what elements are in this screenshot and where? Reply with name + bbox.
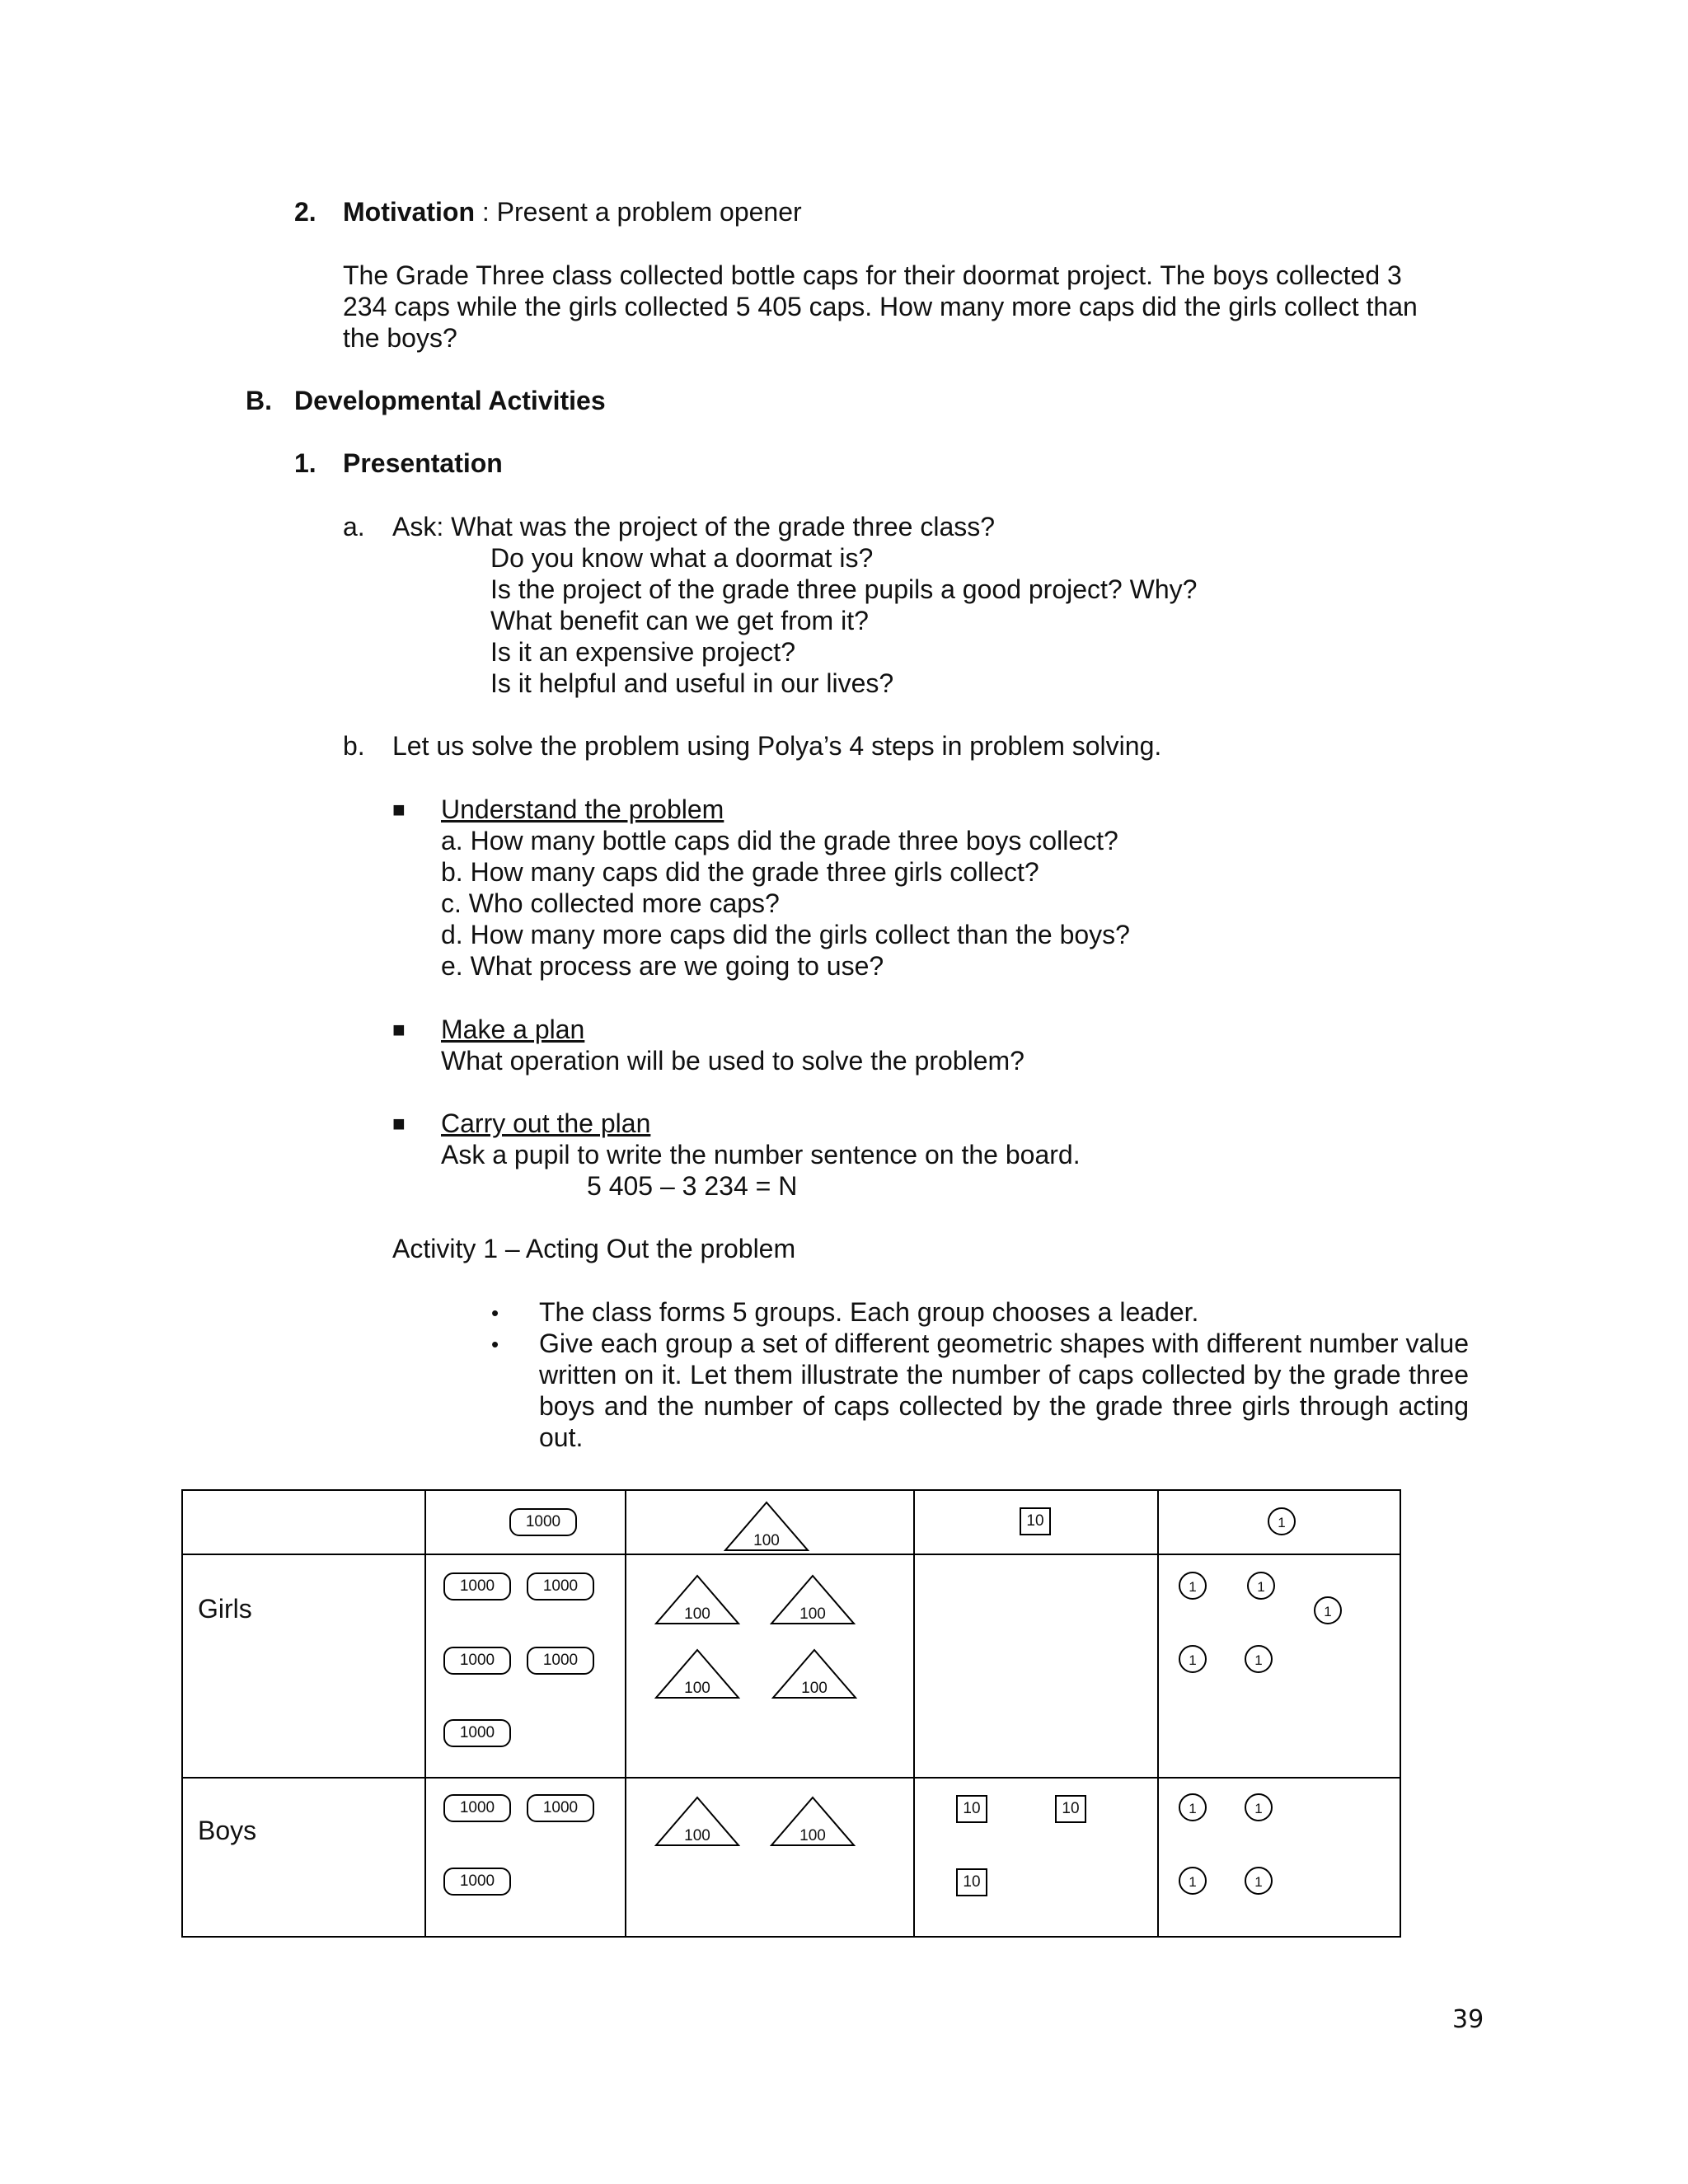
understand-item: a. How many bottle caps did the grade three boys collect?: [441, 826, 1118, 855]
section-b-letter: B.: [246, 386, 272, 415]
square-bullet: ■: [392, 1111, 406, 1136]
hundred-triangle: [771, 1648, 857, 1699]
item-b-text: Let us solve the problem using Polya’s 4 steps in problem solving.: [392, 731, 1162, 761]
one-circle-header: 1: [1268, 1507, 1296, 1535]
table-rule: [625, 1489, 626, 1938]
thousand-hexagon: 1000: [443, 1794, 511, 1822]
one-circle: 1: [1247, 1572, 1275, 1600]
hundred-label: 100: [684, 1827, 710, 1844]
understand-item: b. How many caps did the grade three girls collect?: [441, 857, 1039, 887]
hundred-triangle: [770, 1574, 856, 1625]
one-circle: 1: [1179, 1793, 1207, 1821]
carry-equation: 5 405 – 3 234 = N: [587, 1171, 798, 1201]
ten-square: 10: [1055, 1795, 1086, 1823]
problem-line: The Grade Three class collected bottle caps for their doormat project. The boys collected 3: [343, 260, 1402, 290]
item-a-first: Ask: What was the project of the grade three class?: [392, 512, 996, 541]
understand-item: c. Who collected more caps?: [441, 888, 780, 918]
motivation-subtitle: : Present a problem opener: [481, 197, 802, 227]
item-a-letter: a.: [343, 512, 365, 541]
place-value-table: [181, 1489, 1401, 1938]
hundred-triangle-header: [724, 1501, 809, 1552]
ten-square: 10: [956, 1868, 987, 1896]
thousand-hexagon: 1000: [443, 1719, 511, 1747]
thousand-hexagon: 1000: [443, 1868, 511, 1896]
understand-title: Understand the problem: [441, 794, 724, 824]
motivation-title: Motivation: [343, 197, 475, 227]
understand-item: e. What process are we going to use?: [441, 951, 884, 981]
table-rule: [1400, 1489, 1401, 1938]
hundred-label: 100: [799, 1605, 826, 1623]
presentation-title: Presentation: [343, 448, 503, 478]
ten-square-header: 10: [1020, 1507, 1051, 1535]
motivation-heading: [343, 196, 802, 227]
table-rule: [181, 1554, 1401, 1555]
table-rule: [181, 1777, 1401, 1779]
item-b-letter: b.: [343, 731, 365, 761]
table-rule: [181, 1489, 1401, 1491]
page-number: 39: [1452, 2005, 1484, 2034]
hundred-label: 100: [801, 1680, 828, 1697]
table-rule: [424, 1489, 426, 1938]
item-a-question: Is it an expensive project?: [490, 637, 795, 667]
hundred-label: 100: [684, 1605, 710, 1623]
activity-bullet: Give each group a set of different geometric shapes with different number value written on it. Let them illustrate the number of caps collected by the grade three boys and the number of caps collected by the grade three girls through acting out.: [539, 1329, 1469, 1452]
one-circle: 1: [1245, 1867, 1273, 1895]
one-circle: 1: [1179, 1867, 1207, 1895]
hundred-label: 100: [753, 1532, 780, 1549]
round-bullet: •: [491, 1332, 499, 1357]
hundred-triangle: [654, 1574, 740, 1625]
item-a-question: Is the project of the grade three pupils a good project? Why?: [490, 574, 1198, 604]
problem-line: 234 caps while the girls collected 5 405 caps. How many more caps did the girls collect than: [343, 292, 1418, 321]
problem-line: the boys?: [343, 323, 457, 353]
table-rule: [181, 1936, 1401, 1938]
one-circle: 1: [1179, 1572, 1207, 1600]
square-bullet: ■: [392, 1017, 406, 1042]
table-rule: [913, 1489, 915, 1938]
ten-square: 10: [956, 1795, 987, 1823]
round-bullet: •: [491, 1301, 499, 1325]
section-b-title: Developmental Activities: [294, 386, 606, 415]
motivation-number: 2.: [294, 197, 316, 227]
row-label-girls: Girls: [198, 1594, 252, 1624]
carry-title: Carry out the plan: [441, 1108, 651, 1138]
understand-item: d. How many more caps did the girls collect than the boys?: [441, 920, 1130, 949]
item-a-question: Is it helpful and useful in our lives?: [490, 668, 894, 698]
hundred-triangle: [770, 1796, 856, 1847]
thousand-hexagon-header: 1000: [509, 1508, 577, 1536]
plan-text: What operation will be used to solve the problem?: [441, 1046, 1025, 1076]
thousand-hexagon: 1000: [443, 1647, 511, 1675]
plan-title: Make a plan: [441, 1015, 585, 1044]
hundred-triangle: [654, 1796, 740, 1847]
row-label-boys: Boys: [198, 1816, 257, 1845]
one-circle: 1: [1314, 1596, 1342, 1624]
item-a-question: What benefit can we get from it?: [490, 606, 869, 635]
thousand-hexagon: 1000: [527, 1794, 594, 1822]
thousand-hexagon: 1000: [527, 1572, 594, 1601]
square-bullet: ■: [392, 797, 406, 822]
carry-text: Ask a pupil to write the number sentence on the board.: [441, 1140, 1081, 1169]
one-circle: 1: [1245, 1645, 1273, 1673]
hundred-label: 100: [684, 1680, 710, 1697]
thousand-hexagon: 1000: [443, 1572, 511, 1601]
one-circle: 1: [1179, 1645, 1207, 1673]
hundred-label: 100: [799, 1827, 826, 1844]
table-rule: [1157, 1489, 1159, 1938]
hundred-triangle: [654, 1648, 740, 1699]
item-a-question: Do you know what a doormat is?: [490, 543, 874, 573]
activity-bullet: The class forms 5 groups. Each group chooses a leader.: [539, 1297, 1199, 1327]
one-circle: 1: [1245, 1793, 1273, 1821]
presentation-number: 1.: [294, 448, 316, 478]
activity-title: Activity 1 – Acting Out the problem: [392, 1234, 796, 1263]
table-rule: [181, 1489, 183, 1938]
thousand-hexagon: 1000: [527, 1647, 594, 1675]
